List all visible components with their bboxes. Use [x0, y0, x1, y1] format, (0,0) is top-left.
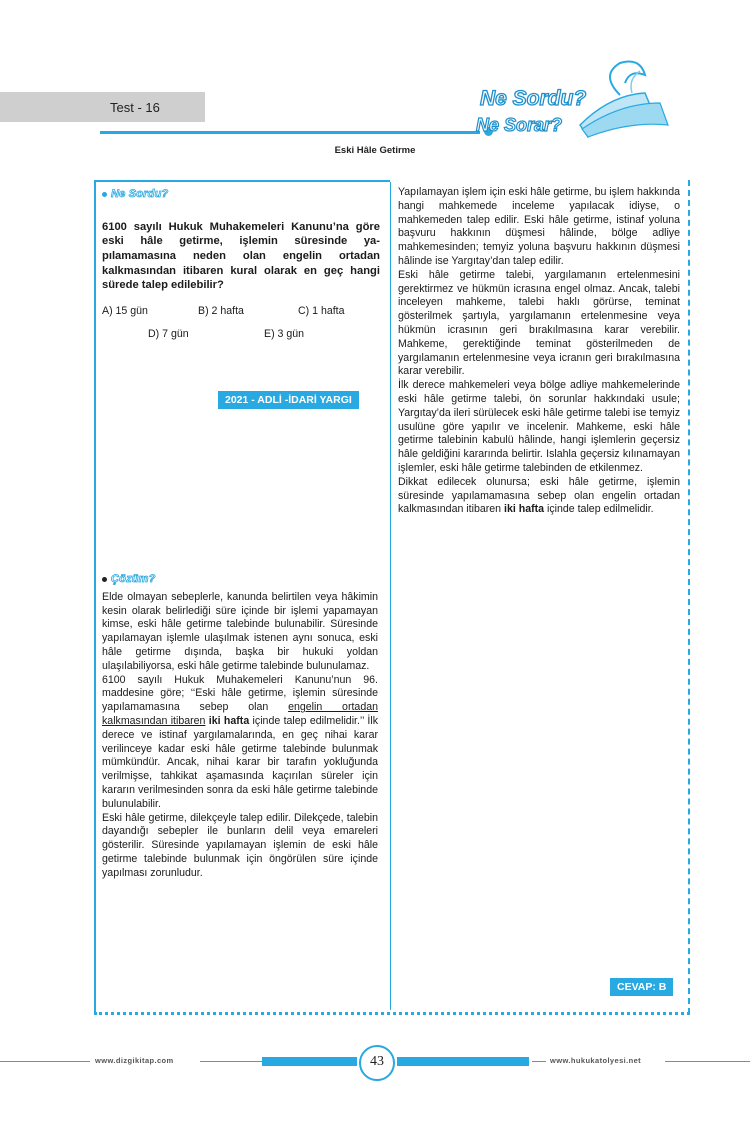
exam-badge: 2021 - ADLİ -İDARİ YARGI — [218, 391, 359, 409]
topic-title: Eski Hâle Getirme — [334, 145, 416, 156]
column-divider — [390, 182, 391, 1010]
solution-paragraph-2-rest: içinde talep edilmelidir.’’ İlk derece ve istinaf yargılamalarında, en geç nihai karar verilinceye kadar eski hâle getirme talebinde bulunmak mümkündür. Ancak, nihai karar bir tarafın yokluğunda verilmişse, tahkikat aşamasında kaçırılan süreler için kararın verilmesinden sonra da eski hâle getirme talebinde bulunulabilir. — [102, 714, 378, 810]
footer-right-url: www.hukukatolyesi.net — [550, 1056, 642, 1065]
bullet-icon — [102, 192, 107, 197]
frame-right-border — [688, 180, 690, 1014]
question-heading — [102, 188, 380, 202]
solution-paragraph-2-text: 6100 sayılı Hukuk Muhakemeleri Kanunu’nun 96. maddesine göre; ‘‘Eski hâle getirme, işlemin süresinde yapılamamasına sebep olan — [102, 673, 378, 714]
test-label-bar — [0, 92, 205, 122]
solution-underlined-text: engelin ortadan kalkmasından itibaren — [102, 701, 378, 727]
footer-line-left-2 — [200, 1061, 262, 1062]
right-bold-text: iki hafta — [504, 503, 545, 516]
option-c: C) 1 hafta — [298, 304, 345, 317]
right-paragraph-4-rest: içinde talep edilmelidir. — [544, 503, 654, 516]
solution-block-right — [398, 186, 680, 517]
right-paragraph-1: Yapılamayan işlem için eski hâle getirme, bu işlem hakkında hangi mahkemede inceleme yapılacak idiyse, o mahkemeden talep edilir. Eski hâle getirme, istinaf yoluna başvuru hakkının düşmesi hâlinde, bölge adliye mahkemesinden; temyiz yoluna başvuru hakkının düşmesi hâlinde ise Yargıtay’dan talep edilir. — [398, 186, 680, 267]
header-rule — [100, 131, 480, 134]
solution-bold-text: iki hafta — [205, 714, 250, 727]
right-paragraph-2: Eski hâle getirme talebi, yargılamanın ertelenmesini gerektirmez ve hükmün icrasına engel olmaz. Ancak, talebi inceleyen mahkeme, talebi haklı görürse, teminat gösterilmek şartıyla, yargılamanın ertelenmesine veya hükmün icrasının geri bırakılmasına karar verebilir. Mahkeme, gerektiğinde teminat gösterilmeden de yargılamanın ertelenmesine veya icranın geri bırakılmasına karar verebilir. — [398, 268, 680, 378]
answer-options — [102, 305, 380, 341]
option-a: A) 15 gün — [102, 304, 148, 317]
logo-line2: Ne Sorar? — [476, 115, 563, 135]
test-label: Test - 16 — [110, 100, 160, 115]
footer-line-right-2 — [665, 1061, 750, 1062]
footer-left-url: www.dizgikitap.com — [95, 1056, 174, 1065]
footer-block-right — [397, 1057, 529, 1066]
option-b: B) 2 hafta — [198, 304, 244, 317]
frame-bottom-border — [94, 1012, 690, 1015]
footer-line-left — [0, 1061, 90, 1062]
solution-heading-label: Çözüm? — [111, 573, 156, 585]
question-heading-label: Ne Sordu? — [111, 188, 169, 200]
footer-line-right-1 — [532, 1061, 546, 1062]
footer-block-left — [262, 1057, 357, 1066]
right-paragraph-4-text: Dikkat edilecek olunursa; eski hâle getirme, işlemin süresinde yapılamamasına sebep olan engelin ortadan kalkmasından itibaren — [398, 475, 680, 516]
option-e: E) 3 gün — [264, 327, 305, 340]
right-paragraph-4 — [398, 476, 680, 517]
swirl-icon — [610, 62, 645, 96]
solution-heading — [102, 573, 378, 587]
logo-line1: Ne Sordu? — [480, 87, 587, 110]
frame-top-border — [94, 180, 390, 182]
right-paragraph-3: İlk derece mahkemeleri veya bölge adliye mahkemelerinde eski hâle getirme talebi, ön sorunlar hakkındaki usule; Yargıtay’da ileri sürülecek eski hâle getirme talebi ise temyiz usulüne göre yapılır ve incelenir. Mahkeme, eski hâle getirme talebinin kabulü hâlinde, hangi işlemlerin geçersiz hâle geldiğini kararında belirtir. Islahla geçersiz kılınamayan işlemler, eski hâle getirme talebinden de etkilenmez. — [398, 379, 680, 474]
solution-paragraph-3: Eski hâle getirme, dilekçeyle talep edilir. Dilekçede, talebin dayandığı sebepler ile bunların delil veya emareleri gösterilir. Süresinde yapılamayan işlemin de eski hâle getirme talebinde bulunmak için öngörülen süre içinde yapılması zorunludur. — [102, 811, 378, 879]
solution-block-left — [102, 573, 378, 881]
option-d: D) 7 gün — [148, 327, 189, 340]
solution-paragraph-2 — [102, 674, 378, 812]
question-text: 6100 sayılı Hukuk Muhakemeleri Kanunu’na göre eski hâle getirme, işlemin süresinde ya-pılamamasına neden olan engelin ortadan kalkmasından itibaren kural olarak en geç hangi sürede talep edilebilir? — [102, 220, 380, 292]
ne-sordu-logo — [470, 55, 670, 145]
frame-left-border — [94, 180, 96, 1014]
question-block — [102, 188, 380, 341]
bullet-icon — [102, 577, 107, 582]
answer-badge: CEVAP: B — [610, 978, 673, 996]
solution-paragraph-1: Elde olmayan sebeplerle, kanunda belirtilen veya hâkimin kesin olarak belirlediği süre içinde bir işlemi yapamayan kimse, eski hâle getirme talebinde bulunabilir. Süresinde yapılamayan işlemle ulaşılmak istenen aynı sonuca, eski hâle getirme dışında, başka bir hukuki yoldan ulaşılabiliyorsa, eski hâle getirme talebinde bulunulamaz. — [102, 590, 378, 672]
page-number: 43 — [370, 1054, 384, 1069]
